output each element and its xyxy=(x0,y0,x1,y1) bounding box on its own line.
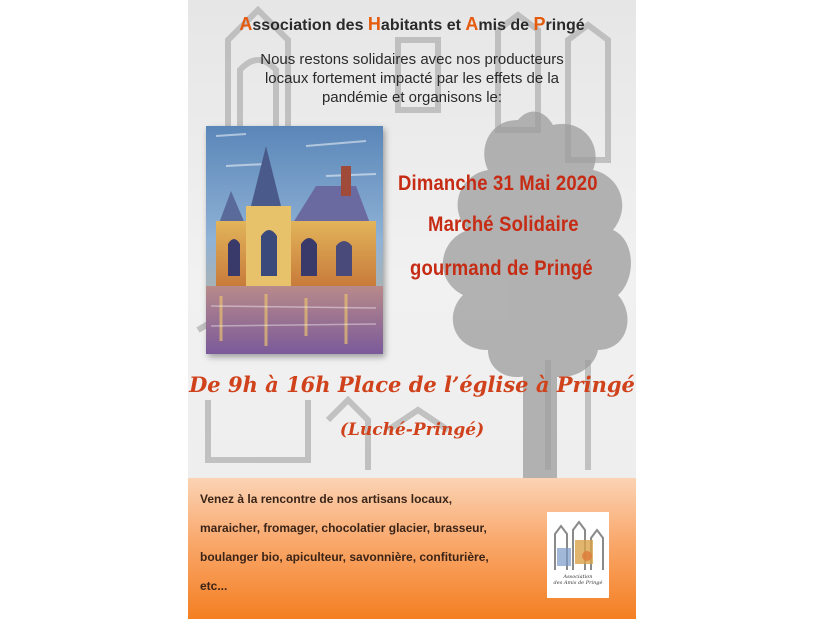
event-name-line-2: gourmand de Pringé xyxy=(410,257,593,280)
logo-church-icon xyxy=(547,512,609,574)
title-part-2: abitants et xyxy=(380,17,466,34)
artisans-line-3: boulanger bio, apiculteur, savonnière, confiturière, xyxy=(200,550,489,564)
poster xyxy=(188,0,636,619)
artisans-text xyxy=(200,492,540,608)
church-painting xyxy=(206,126,383,354)
title-part-4: ringé xyxy=(545,17,585,34)
title-cap-h: H xyxy=(367,14,381,34)
artisans-band xyxy=(188,478,636,619)
title-part-3: mis de xyxy=(478,17,534,34)
intro-text xyxy=(218,50,606,107)
event-hours-location: De 9h à 16h Place de l’église à Pringé xyxy=(189,372,635,397)
title-cap-a: A xyxy=(239,14,253,34)
event-name: Marché Solidaire xyxy=(428,213,579,236)
artisans-line-2: maraicher, fromager, chocolatier glacier, brasseur, xyxy=(200,521,487,535)
intro-line-1: Nous restons solidaires avec nos producteurs xyxy=(260,51,564,68)
association-logo xyxy=(547,512,609,598)
intro-line-3: pandémie et organisons le: xyxy=(321,89,503,106)
association-title xyxy=(188,14,636,35)
artisans-line-1: Venez à la rencontre de nos artisans locaux, xyxy=(200,492,453,506)
logo-caption xyxy=(547,574,609,586)
event-date: Dimanche 31 Mai 2020 xyxy=(398,172,598,195)
title-cap-a2: A xyxy=(465,14,479,34)
artisans-line-4: etc... xyxy=(200,579,228,593)
title-part-1: ssociation des xyxy=(252,17,368,34)
title-cap-p: P xyxy=(533,14,546,34)
intro-line-2: locaux fortement impacté par les effets de la xyxy=(264,70,560,87)
logo-line-1: Association xyxy=(563,574,593,580)
event-commune: (Luché-Pringé) xyxy=(339,420,485,440)
logo-line-2: des Amis de Pringé xyxy=(553,580,603,586)
